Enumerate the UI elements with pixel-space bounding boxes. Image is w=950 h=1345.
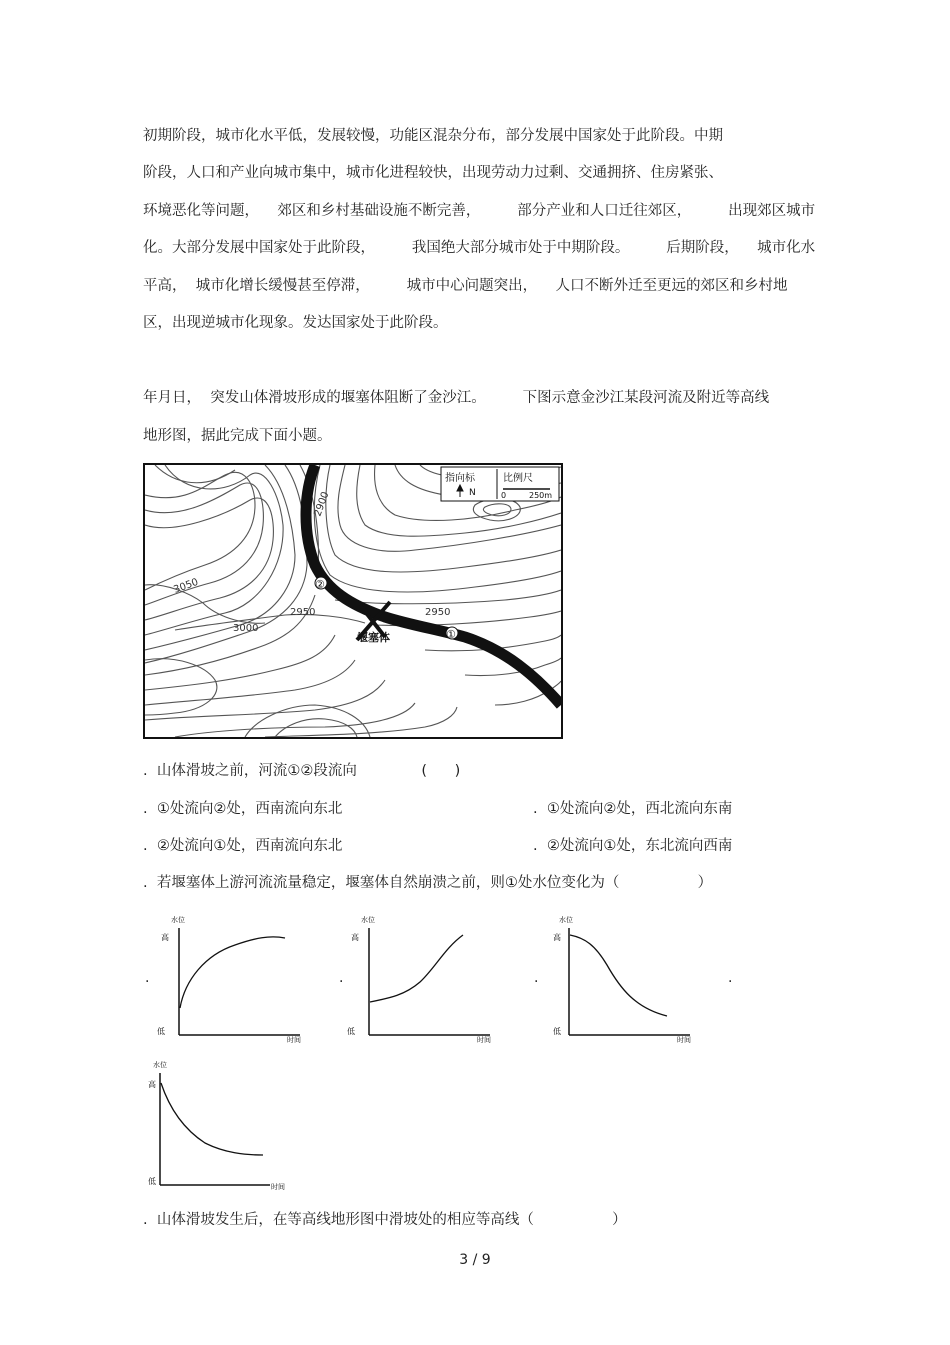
scale-end: 250m bbox=[529, 491, 553, 500]
graph-c-low: 低 bbox=[553, 1027, 561, 1036]
graph-c-xlabel: 时间 bbox=[677, 1036, 691, 1044]
contour-label-2900: 2900 bbox=[312, 490, 332, 519]
graph-d-ylabel: 水位 bbox=[153, 1061, 167, 1069]
point-2-label: ② bbox=[315, 578, 325, 591]
graph-a-ylabel: 水位 bbox=[171, 916, 185, 924]
intro-line-2: 地形图，据此完成下面小题。 bbox=[143, 428, 332, 444]
graph-d-xlabel: 时间 bbox=[271, 1183, 285, 1190]
intro-line-1: 年月日， 突发山体滑坡形成的堰塞体阻断了金沙江。 下图示意金沙江某段河流及附近等高线 bbox=[143, 390, 770, 406]
q2-stem: . 若堰塞体上游河流流量稳定，堰塞体自然崩溃之前，则①处水位变化为（ ） bbox=[143, 875, 713, 891]
graph-b-low: 低 bbox=[347, 1027, 355, 1036]
graph-a-xlabel: 时间 bbox=[287, 1036, 301, 1044]
graph-c-ylabel: 水位 bbox=[559, 916, 573, 924]
q2-graph-b[interactable] bbox=[345, 910, 505, 1045]
paragraph-line-2: 阶段，人口和产业向城市集中，城市化进程较快，出现劳动力过剩、交通拥挤、住房紧张、 bbox=[143, 165, 723, 181]
q1-option-c[interactable]: . ②处流向①处，西南流向东北 bbox=[143, 838, 343, 854]
dam-label: 堰塞体 bbox=[357, 631, 390, 644]
q1-option-b[interactable]: . ①处流向②处，西北流向东南 bbox=[533, 801, 733, 817]
graph-d-curve bbox=[161, 1083, 263, 1155]
graph-a-curve bbox=[180, 937, 285, 1008]
q3-stem: . 山体滑坡发生后，在等高线地形图中滑坡处的相应等高线（ ） bbox=[143, 1212, 627, 1228]
q2-option-c-marker[interactable]: . bbox=[534, 970, 539, 986]
contour-label-2950-right: 2950 bbox=[425, 607, 451, 618]
graph-b-ylabel: 水位 bbox=[361, 916, 375, 924]
graph-b-curve bbox=[370, 935, 463, 1002]
contour-label-3000: 3000 bbox=[233, 623, 259, 634]
graph-c-curve bbox=[570, 935, 667, 1016]
q1-stem: . 山体滑坡之前，河流①②段流向 ( ) bbox=[143, 763, 461, 779]
contour-label-2950-left: 2950 bbox=[290, 607, 316, 618]
point-1-label: ① bbox=[446, 628, 456, 641]
q1-option-a[interactable]: . ①处流向②处，西南流向东北 bbox=[143, 801, 343, 817]
contour-label-3050: 3050 bbox=[172, 576, 200, 596]
contour-map bbox=[143, 463, 563, 739]
graph-c-high: 高 bbox=[553, 933, 561, 942]
graph-b-high: 高 bbox=[351, 933, 359, 942]
paragraph-line-4: 化。大部分发展中国家处于此阶段， 我国绝大部分城市处于中期阶段。 后期阶段， 城市化水 bbox=[143, 240, 816, 256]
legend-compass-title: 指向标 bbox=[445, 473, 475, 484]
graph-a-low: 低 bbox=[157, 1027, 165, 1036]
north-label: N bbox=[469, 488, 476, 498]
q2-option-a-marker[interactable]: . bbox=[145, 970, 150, 986]
q2-option-b-marker[interactable]: . bbox=[339, 970, 344, 986]
contour-map-drawing bbox=[145, 465, 561, 737]
paragraph-line-1: 初期阶段，城市化水平低，发展较慢，功能区混杂分布，部分发展中国家处于此阶段。中期 bbox=[143, 128, 723, 144]
graph-b-xlabel: 时间 bbox=[477, 1036, 491, 1044]
graph-d-low: 低 bbox=[148, 1177, 156, 1186]
page-number: 3 / 9 bbox=[459, 1252, 491, 1268]
paragraph-line-5: 平高， 城市化增长缓慢甚至停滞， 城市中心问题突出， 人口不断外迁至更远的郊区和乡村地 bbox=[143, 278, 788, 294]
graph-d-high: 高 bbox=[148, 1080, 156, 1089]
paragraph-line-3: 环境恶化等问题， 郊区和乡村基础设施不断完善， 部分产业和人口迁往郊区， 出现郊区城市 bbox=[143, 203, 816, 219]
q2-graph-a[interactable] bbox=[155, 910, 315, 1045]
q2-option-d-marker[interactable]: . bbox=[728, 970, 733, 986]
paragraph-line-6: 区，出现逆城市化现象。发达国家处于此阶段。 bbox=[143, 315, 448, 331]
q2-graph-d[interactable] bbox=[145, 1055, 305, 1190]
graph-a-high: 高 bbox=[161, 933, 169, 942]
legend-scale-title: 比例尺 bbox=[503, 473, 533, 484]
scale-start: 0 bbox=[501, 491, 507, 500]
q1-option-d[interactable]: . ②处流向①处，东北流向西南 bbox=[533, 838, 733, 854]
q2-graph-c[interactable] bbox=[545, 910, 705, 1045]
